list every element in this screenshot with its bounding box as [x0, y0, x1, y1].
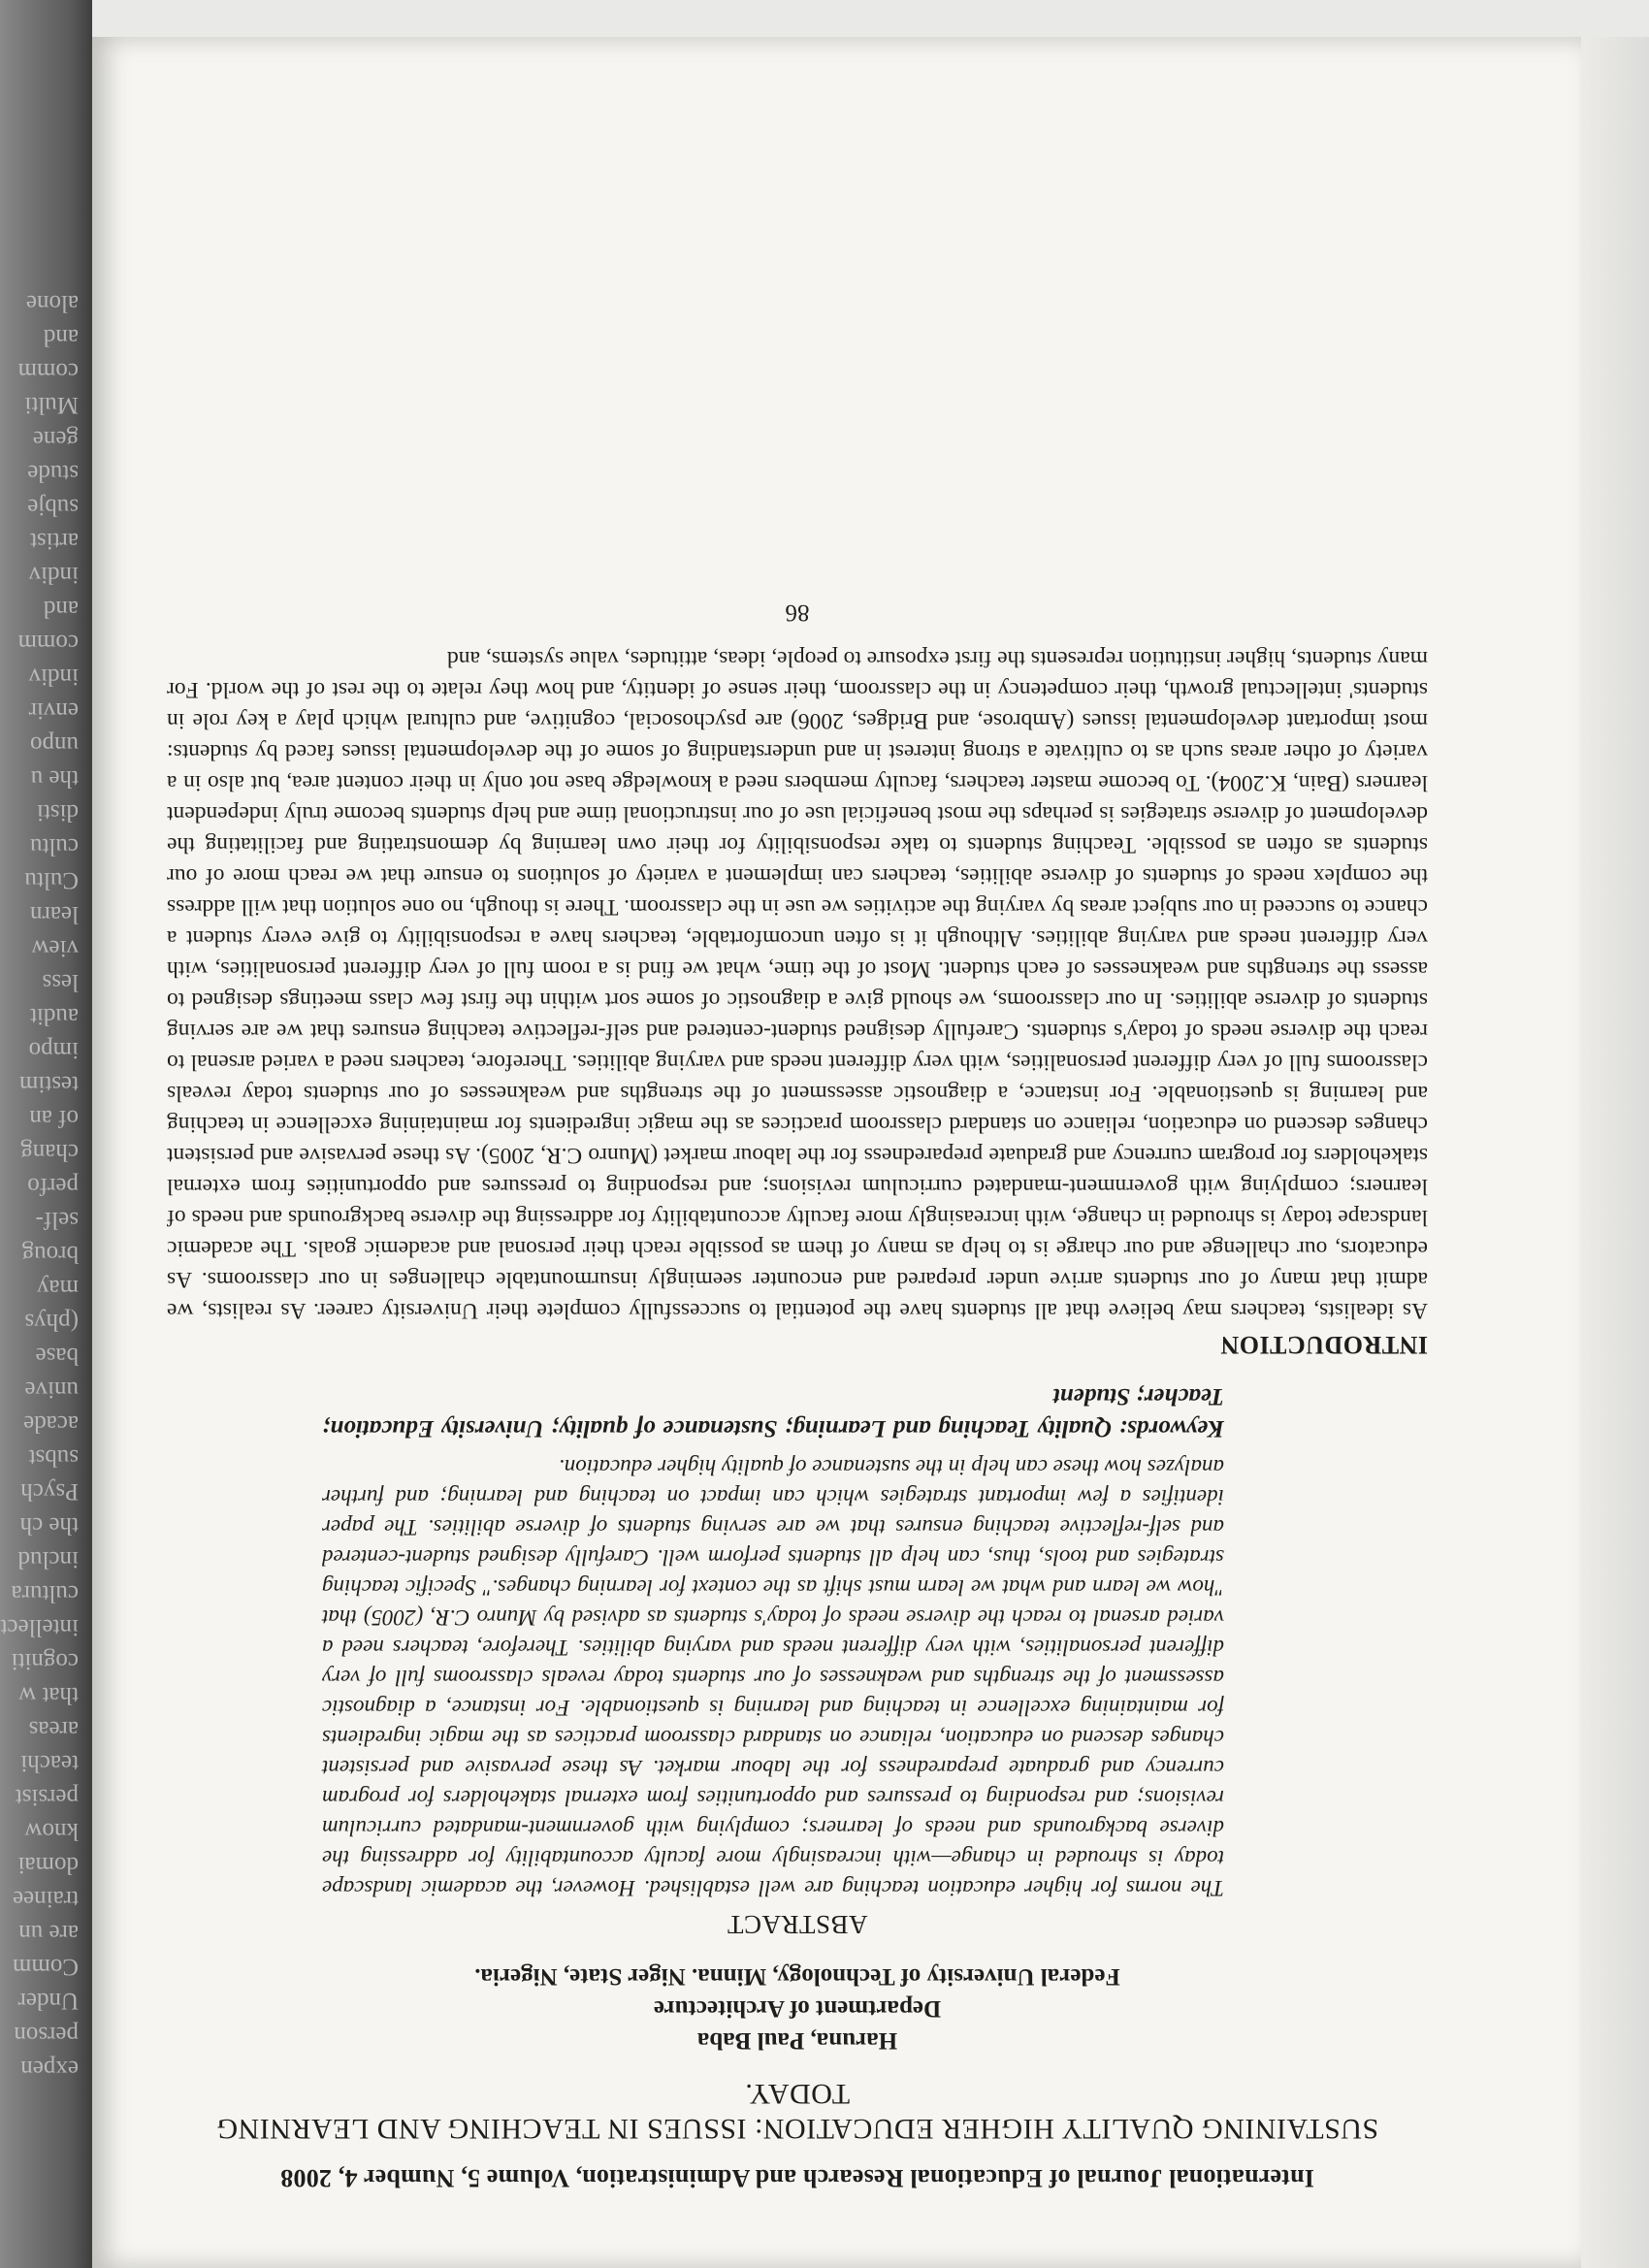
author-institution: Federal University of Technology, Minna. Niger State, Nigeria. [474, 1963, 1120, 1990]
facing-page-line: Under [17, 1988, 79, 2014]
introduction-heading: INTRODUCTION [1219, 1331, 1428, 1359]
page-number: 86 [785, 599, 810, 626]
facing-page-line: subje [27, 494, 79, 520]
facing-page-line: and [43, 324, 79, 350]
facing-page-line: (phys [24, 1309, 79, 1335]
facing-page-line: disti [36, 799, 79, 826]
facing-page-line: stude [27, 460, 79, 486]
page-content-rotated [167, 97, 1428, 2192]
facing-page-line: Comm [12, 1954, 79, 1980]
facing-page-line: audit [30, 1003, 79, 1029]
author-block [167, 1960, 1428, 2057]
facing-page-line: areas [28, 1716, 79, 1742]
facing-page-line: teachi [20, 1750, 79, 1776]
facing-page-line: trainee [12, 1886, 79, 1912]
facing-page-line: comm [17, 358, 79, 384]
facing-page-line: perfo [27, 1173, 79, 1199]
keywords: Keywords: Quality Teaching and Learning; Sustenance of quality; University Education; Teacher; Student [322, 1383, 1224, 1442]
facing-page-text [0, 146, 92, 2086]
facing-page-line: indiv [28, 562, 79, 588]
facing-page-line: that w [18, 1682, 79, 1708]
facing-page-line: alone [25, 290, 79, 316]
facing-page-line: envir [28, 697, 79, 724]
journal-header: International Journal of Educational Research and Administration, Volume 5, Number 4, 2008 [280, 2164, 1314, 2192]
facing-page-line: base [35, 1343, 79, 1369]
facing-page-line: self- [35, 1207, 79, 1233]
facing-page-line: testim [18, 1071, 79, 1097]
facing-page-line: and [43, 596, 79, 622]
facing-page-line: cultu [30, 833, 79, 859]
facing-page-line: may [36, 1275, 79, 1301]
facing-page-line: comm [17, 630, 79, 656]
facing-page-line: cultura [11, 1580, 79, 1606]
facing-page-line: of an [29, 1105, 79, 1131]
facing-page-line: intellect [0, 1614, 79, 1640]
facing-page-line: unpo [30, 731, 79, 758]
facing-page-line: acade [23, 1410, 79, 1437]
facing-page-line: view [31, 935, 79, 961]
facing-page-line: less [42, 969, 79, 995]
facing-page-line: includ [17, 1546, 79, 1572]
facing-page-line: unive [24, 1377, 79, 1403]
abstract-heading: ABSTRACT [727, 1910, 868, 1939]
author-name: Haruna, Paul Baba [696, 2027, 898, 2054]
facing-page-line: the ch [19, 1512, 79, 1539]
facing-page-line: are un [18, 1920, 79, 1946]
facing-page-line: person [14, 2022, 79, 2048]
facing-page-line: domai [17, 1852, 79, 1878]
abstract-body: The norms for higher education teaching are well established. However, the academic landscape today is shrouded in change—with increasingly more faculty accountability for addressing the diverse backgrounds and needs of learners; complying with government-mandated curriculum revisions; and responding to pressures and opportunities from external stakeholders for program currency and graduate preparedness for the labour market. As these pervasive and persistent changes descend on education, reliance on standard classroom practices as the magic ingredients for maintaining excellence in teaching and learning is questionable. For instance, a diagnostic assessment of the strengths and weaknesses of our students today reveals classrooms full of very different personalities, with very different needs and varying abilities. Therefore, teachers need a varied arsenal to reach the diverse needs of today's students as advised by Munro C.R, (2005) that "how we learn and what we learn must shift as the context for learning changes." Specific teaching strategies and tools, thus, can help all students perform well. Carefully designed student-centered and self-reflective teaching ensures that we are serving students of diverse abilities. The paper identifies a few important strategies which can impact on teaching and learning; and further analyzes how these can help in the sustenance of quality higher education. [322, 1455, 1224, 1900]
facing-page-line: impo [28, 1037, 79, 1063]
page-edge [1581, 37, 1649, 2268]
introduction-body: As idealists, teachers may believe that all students have the potential to successfully complete their University career. As realists, we admit that many of our students arrive under prepared and encounter seemingly insurmountable challenges in our classrooms. As educators, our challenge and our charge is to help as many of them as possible reach their personal and academic goals. The academic landscape today is shrouded in change, with increasingly more faculty accountability for addressing the diverse backgrounds and needs of learners; complying with government-mandated curriculum revisions; and responding to pressures and opportunities from external stakeholders for program currency and graduate preparedness for the labour market (Munro C.R, 2005). As these pervasive and persistent changes descend on education, reliance on standard classroom practices as the magic ingredients for maintaining excellence in teaching and learning is questionable. For instance, a diagnostic assessment of the strengths and weaknesses of our students today reveals classrooms full of very different personalities, with very different needs and varying abilities. Therefore, teachers need a varied arsenal to reach the diverse needs of today's students. Carefully designed student-centered and self-reflective teaching ensures that we are serving students of diverse abilities. In our classrooms, we should give a diagnostic of some sort within the first few class meetings designed to assess the strengths and weaknesses of each student. Most of the time, what we find is a room full of very different personalities, with very different needs and varying abilities. Although it is often uncomfortable, teachers have a responsibility to give every student a chance to succeed in our subject areas by varying the activities we use in the classroom. There is though, no one solution that will address the complex needs of students of diverse abilities, teachers can implement a variety of solutions to ensure that we reach more of our students as often as possible. Teaching students to take responsibility for their own learning by demonstrating and facilitating the development of diverse strategies is perhaps the most beneficial use of our instructional time and help students become truly independent learners (Bain, K.2004). To become master teachers, faculty members need a knowledge base not only in their content area, but also in a variety of other areas such as to cultivate a strong interest in and understanding of some of the developmental issues faced by students: most important developmental issues (Ambrose, and Bridges, 2006) are psychosocial, cognitive, and cultural which play a key role in students' intellectual growth, their competency in the classroom, their sense of identity, and how they relate to the rest of the world. For many students, higher institution represents the first exposure to people, ideas, attitudes, value systems, and [167, 646, 1428, 1323]
facing-page-line: the u [30, 765, 79, 792]
article-title: SUSTAINING QUALITY HIGHER EDUCATION: ISSUES IN TEACHING AND LEARNING TODAY. [215, 2078, 1379, 2145]
facing-page-line: indiv [28, 664, 79, 690]
author-department: Department of Architecture [653, 1995, 942, 2022]
facing-page-line: learn [30, 901, 79, 927]
facing-page-line: chang [20, 1139, 79, 1165]
facing-page-line: subst [28, 1444, 79, 1471]
facing-page-line: Psych [20, 1478, 79, 1505]
facing-page-line: know [24, 1818, 79, 1844]
facing-page-line: artist [30, 528, 79, 554]
facing-page-line: expen [20, 2056, 79, 2082]
facing-page-line: broug [21, 1241, 79, 1267]
facing-page-line: persist [15, 1784, 79, 1810]
facing-page-line: Cultu [24, 867, 79, 893]
facing-page-line: cogniti [11, 1648, 79, 1674]
facing-page-line: gene [32, 426, 79, 452]
facing-page-line: Multi [24, 392, 79, 418]
